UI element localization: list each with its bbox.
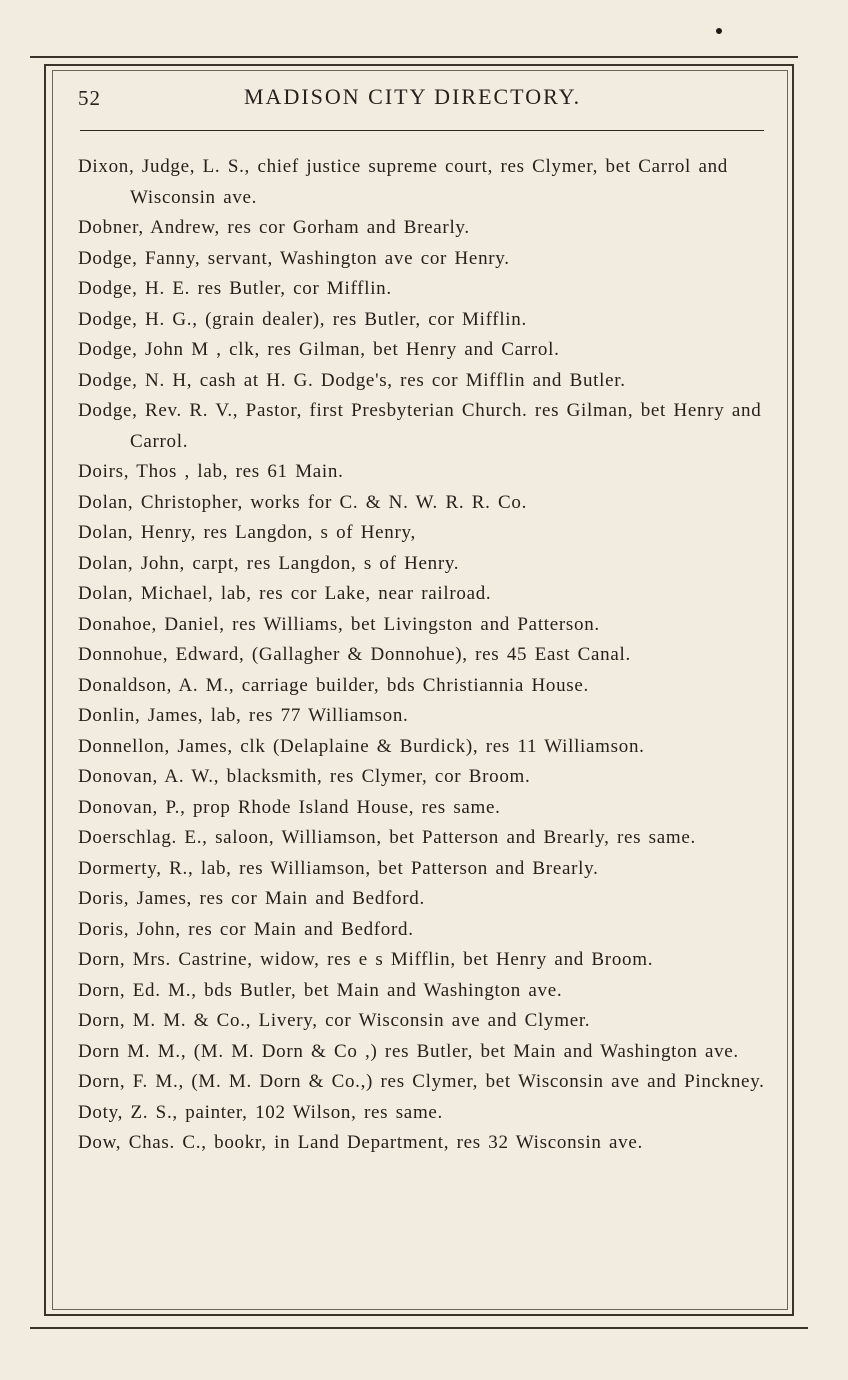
directory-entry: Dodge, H. G., (grain dealer), res Butler, cor Mifflin. xyxy=(78,308,527,330)
directory-entry: Doris, John, res cor Main and Bedford. xyxy=(78,918,414,940)
directory-entry: Dorn, F. M., (M. M. Dorn & Co.,) res Clymer, bet Wisconsin ave and Pinckney. xyxy=(78,1071,765,1092)
directory-entry: Dodge, Fanny, servant, Washington ave cor Henry. xyxy=(78,247,510,269)
directory-entry: Doirs, Thos , lab, res 61 Main. xyxy=(78,461,344,482)
directory-entry: Dorn, Mrs. Castrine, widow, res e s Mifflin, bet Henry and Broom. xyxy=(78,949,654,970)
directory-entry: Dodge, N. H, cash at H. G. Dodge's, res cor Mifflin and Butler. xyxy=(78,369,626,391)
bottom-rule xyxy=(30,1327,808,1329)
top-rule xyxy=(30,56,798,58)
directory-entries xyxy=(78,152,778,1159)
directory-entry: Donovan, P., prop Rhode Island House, res same. xyxy=(78,796,501,818)
directory-entry: Dormerty, R., lab, res Williamson, bet Patterson and Brearly. xyxy=(78,857,599,879)
page-header xyxy=(78,80,768,120)
directory-entry: Dorn M. M., (M. M. Dorn & Co ,) res Butler, bet Main and Washington ave. xyxy=(78,1040,739,1062)
directory-entry: Dolan, Michael, lab, res cor Lake, near railroad. xyxy=(78,583,492,604)
directory-entry: Doty, Z. S., painter, 102 Wilson, res same. xyxy=(78,1101,444,1123)
directory-entry: Dodge, Rev. R. V., Pastor, first Presbyterian Church. res Gilman, bet Henry and Carrol. xyxy=(78,400,762,452)
directory-entry: Donnellon, James, clk (Delaplaine & Burdick), res 11 Williamson. xyxy=(78,735,645,757)
directory-entry: Dow, Chas. C., bookr, in Land Department, res 32 Wisconsin ave. xyxy=(78,1132,643,1153)
directory-entry: Doris, James, res cor Main and Bedford. xyxy=(78,888,425,909)
page-number: 52 xyxy=(78,86,101,110)
directory-entry: Dolan, Henry, res Langdon, s of Henry, xyxy=(78,522,416,543)
directory-entry: Dobner, Andrew, res cor Gorham and Brearly. xyxy=(78,217,470,238)
directory-entry: Donnohue, Edward, (Gallagher & Donnohue), res 45 East Canal. xyxy=(78,644,631,665)
directory-entry: Dorn, M. M. & Co., Livery, cor Wisconsin ave and Clymer. xyxy=(78,1010,591,1031)
directory-entry: Dodge, H. E. res Butler, cor Mifflin. xyxy=(78,278,392,299)
directory-entry: Donahoe, Daniel, res Williams, bet Livingston and Patterson. xyxy=(78,613,600,635)
directory-entry: Donovan, A. W., blacksmith, res Clymer, cor Broom. xyxy=(78,766,531,787)
directory-entry: Donlin, James, lab, res 77 Williamson. xyxy=(78,705,409,726)
directory-entry: Doerschlag. E., saloon, Williamson, bet Patterson and Brearly, res same. xyxy=(78,827,696,848)
header-rule xyxy=(80,130,764,131)
directory-entry: Dorn, Ed. M., bds Butler, bet Main and Washington ave. xyxy=(78,979,563,1001)
running-title: MADISON CITY DIRECTORY. xyxy=(244,84,582,109)
ink-spot xyxy=(716,28,722,34)
directory-entry: Dolan, Christopher, works for C. & N. W. R. R. Co. xyxy=(78,491,528,513)
directory-entry: Donaldson, A. M., carriage builder, bds Christiannia House. xyxy=(78,674,589,696)
directory-entry: Dixon, Judge, L. S., chief justice supreme court, res Clymer, bet Carrol and Wisconsin ave. xyxy=(78,156,728,208)
directory-entry: Dodge, John M , clk, res Gilman, bet Henry and Carrol. xyxy=(78,339,560,360)
directory-entry: Dolan, John, carpt, res Langdon, s of Henry. xyxy=(78,552,460,574)
